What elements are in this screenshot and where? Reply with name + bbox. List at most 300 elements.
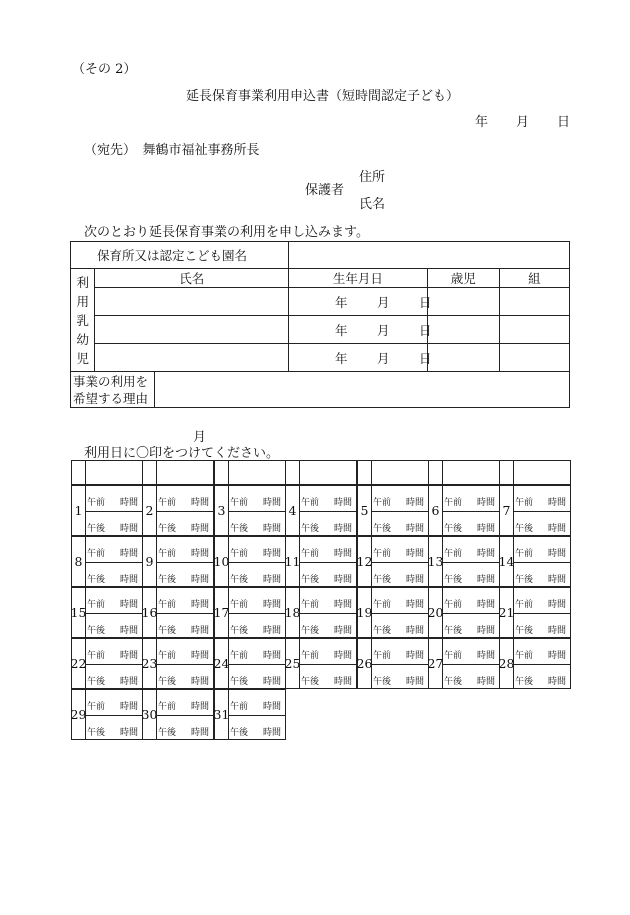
calendar-header-day-cell[interactable] bbox=[357, 460, 372, 485]
pm-label: 午後 bbox=[301, 575, 320, 585]
birth-month-label: 月 bbox=[377, 322, 390, 338]
calendar-day-number: 2 bbox=[142, 485, 156, 536]
calendar-day-number: 13 bbox=[428, 536, 442, 587]
addressee: （宛先） 舞鶴市福祉事務所長 bbox=[84, 143, 260, 158]
date-day-label: 日 bbox=[557, 115, 571, 130]
calendar-header-cell[interactable] bbox=[442, 460, 500, 485]
form-title: 延長保育事業利用申込書（短時間認定子ども） bbox=[186, 89, 460, 104]
calendar-time-box[interactable] bbox=[442, 638, 500, 689]
pm-label: 午後 bbox=[373, 677, 392, 687]
am-hours-label: 時間 bbox=[548, 549, 567, 559]
calendar-day-cell[interactable] bbox=[357, 638, 429, 689]
pm-label: 午後 bbox=[515, 626, 534, 636]
am-label: 午前 bbox=[515, 651, 534, 661]
pm-hours-label: 時間 bbox=[263, 575, 282, 585]
calendar-time-box[interactable] bbox=[371, 638, 429, 689]
am-hours-label: 時間 bbox=[263, 651, 282, 661]
reason-label-line2: 希望する理由 bbox=[73, 390, 149, 406]
intro-text: 次のとおり延長保育事業の利用を申し込みます。 bbox=[84, 225, 369, 240]
side-char: 幼 bbox=[76, 331, 89, 347]
calendar-day-number: 25 bbox=[285, 638, 299, 689]
calendar-day-number: 18 bbox=[285, 587, 299, 638]
am-label: 午前 bbox=[230, 498, 249, 508]
birth-month-label: 月 bbox=[377, 350, 390, 366]
pm-label: 午後 bbox=[444, 575, 463, 585]
pm-label: 午後 bbox=[230, 524, 249, 534]
pm-hours-label: 時間 bbox=[406, 524, 425, 534]
calendar-time-box[interactable] bbox=[228, 485, 286, 536]
calendar-time-box[interactable] bbox=[85, 587, 143, 638]
calendar-day-cell[interactable] bbox=[71, 587, 143, 638]
pm-hours-label: 時間 bbox=[191, 677, 210, 687]
birth-year-label: 年 bbox=[335, 294, 348, 310]
pm-label: 午後 bbox=[87, 575, 106, 585]
am-label: 午前 bbox=[373, 651, 392, 661]
pm-hours-label: 時間 bbox=[120, 626, 139, 636]
col-header-class: 組 bbox=[499, 269, 569, 288]
calendar-time-box[interactable] bbox=[156, 485, 214, 536]
am-hours-label: 時間 bbox=[263, 702, 282, 712]
am-label: 午前 bbox=[230, 702, 249, 712]
calendar-day-number: 19 bbox=[357, 587, 371, 638]
calendar-header-day-cell[interactable] bbox=[428, 460, 443, 485]
am-hours-label: 時間 bbox=[191, 651, 210, 661]
am-pm-divider bbox=[300, 562, 356, 563]
calendar-header-day-cell[interactable] bbox=[214, 460, 229, 485]
am-pm-divider bbox=[372, 613, 428, 614]
am-pm-divider bbox=[157, 511, 213, 512]
am-label: 午前 bbox=[515, 549, 534, 559]
calendar-time-box[interactable] bbox=[299, 485, 357, 536]
calendar-time-box[interactable] bbox=[85, 536, 143, 587]
pm-label: 午後 bbox=[158, 677, 177, 687]
calendar-day-cell[interactable] bbox=[285, 638, 357, 689]
child-class-field[interactable] bbox=[499, 316, 569, 344]
pm-label: 午後 bbox=[87, 728, 106, 738]
am-hours-label: 時間 bbox=[406, 498, 425, 508]
pm-hours-label: 時間 bbox=[191, 626, 210, 636]
calendar-day-number: 27 bbox=[428, 638, 442, 689]
am-hours-label: 時間 bbox=[334, 651, 353, 661]
calendar-day-cell[interactable] bbox=[214, 536, 286, 587]
calendar-day-cell[interactable] bbox=[357, 536, 429, 587]
am-label: 午前 bbox=[373, 498, 392, 508]
pm-hours-label: 時間 bbox=[263, 626, 282, 636]
child-row bbox=[71, 344, 570, 372]
birth-year-label: 年 bbox=[335, 322, 348, 338]
am-hours-label: 時間 bbox=[406, 549, 425, 559]
am-hours-label: 時間 bbox=[477, 498, 496, 508]
calendar-day-cell[interactable] bbox=[428, 638, 500, 689]
am-hours-label: 時間 bbox=[548, 498, 567, 508]
calendar-time-box[interactable] bbox=[228, 587, 286, 638]
am-label: 午前 bbox=[301, 498, 320, 508]
calendar-time-box[interactable] bbox=[371, 485, 429, 536]
am-label: 午前 bbox=[373, 600, 392, 610]
birth-day-label: 日 bbox=[419, 350, 432, 366]
am-label: 午前 bbox=[301, 600, 320, 610]
reason-field[interactable] bbox=[154, 372, 569, 408]
am-hours-label: 時間 bbox=[406, 651, 425, 661]
pm-hours-label: 時間 bbox=[120, 575, 139, 585]
calendar-day-cell[interactable] bbox=[428, 587, 500, 638]
calendar-day-cell[interactable] bbox=[142, 485, 214, 536]
am-label: 午前 bbox=[301, 651, 320, 661]
am-label: 午前 bbox=[230, 549, 249, 559]
calendar-day-cell[interactable] bbox=[499, 638, 571, 689]
name-label: 氏名 bbox=[359, 197, 386, 212]
am-hours-label: 時間 bbox=[548, 651, 567, 661]
am-pm-divider bbox=[372, 562, 428, 563]
pm-label: 午後 bbox=[515, 524, 534, 534]
am-pm-divider bbox=[157, 613, 213, 614]
am-hours-label: 時間 bbox=[191, 549, 210, 559]
am-hours-label: 時間 bbox=[263, 600, 282, 610]
calendar-day-cell[interactable] bbox=[499, 536, 571, 587]
children-side-label bbox=[71, 269, 95, 372]
am-hours-label: 時間 bbox=[477, 651, 496, 661]
am-hours-label: 時間 bbox=[477, 600, 496, 610]
calendar-day-cell[interactable] bbox=[142, 587, 214, 638]
am-pm-divider bbox=[514, 562, 570, 563]
calendar-day-cell[interactable] bbox=[71, 638, 143, 689]
calendar-day-cell[interactable] bbox=[428, 536, 500, 587]
child-age-field[interactable] bbox=[427, 288, 499, 316]
facility-name-field[interactable] bbox=[289, 242, 570, 269]
am-hours-label: 時間 bbox=[334, 498, 353, 508]
calendar-day-number: 31 bbox=[214, 689, 228, 740]
calendar-day-number: 20 bbox=[428, 587, 442, 638]
am-pm-divider bbox=[372, 511, 428, 512]
side-char: 利 bbox=[76, 274, 89, 290]
birth-year-label: 年 bbox=[335, 350, 348, 366]
pm-hours-label: 時間 bbox=[120, 728, 139, 738]
reason-label-line1: 事業の利用を bbox=[73, 373, 149, 389]
pm-label: 午後 bbox=[444, 677, 463, 687]
child-birthdate-field[interactable] bbox=[289, 344, 432, 372]
calendar-day-number: 24 bbox=[214, 638, 228, 689]
calendar-day-number: 30 bbox=[142, 689, 156, 740]
am-pm-divider bbox=[443, 664, 499, 665]
calendar-day-number: 10 bbox=[214, 536, 228, 587]
calendar-instruction: 利用日に〇印をつけてください。 bbox=[84, 446, 280, 461]
am-pm-divider bbox=[300, 613, 356, 614]
pm-hours-label: 時間 bbox=[548, 524, 567, 534]
calendar-header-cell[interactable] bbox=[228, 460, 286, 485]
calendar-header-day-cell[interactable] bbox=[142, 460, 157, 485]
calendar-time-box[interactable] bbox=[442, 536, 500, 587]
am-pm-divider bbox=[443, 613, 499, 614]
am-pm-divider bbox=[229, 664, 285, 665]
calendar-day-cell[interactable] bbox=[357, 485, 429, 536]
pm-label: 午後 bbox=[230, 677, 249, 687]
child-row bbox=[71, 316, 570, 344]
am-pm-divider bbox=[514, 511, 570, 512]
calendar-time-box[interactable] bbox=[299, 587, 357, 638]
am-label: 午前 bbox=[87, 600, 106, 610]
pm-hours-label: 時間 bbox=[120, 524, 139, 534]
pm-label: 午後 bbox=[158, 728, 177, 738]
calendar-day-cell[interactable] bbox=[71, 536, 143, 587]
am-label: 午前 bbox=[158, 600, 177, 610]
calendar-day-cell[interactable] bbox=[142, 536, 214, 587]
calendar-day-cell[interactable] bbox=[285, 587, 357, 638]
calendar-time-box[interactable] bbox=[228, 536, 286, 587]
calendar-day-cell[interactable] bbox=[499, 587, 571, 638]
pm-hours-label: 時間 bbox=[334, 626, 353, 636]
pm-hours-label: 時間 bbox=[191, 524, 210, 534]
am-hours-label: 時間 bbox=[191, 600, 210, 610]
calendar-day-cell[interactable] bbox=[499, 485, 571, 536]
am-label: 午前 bbox=[87, 651, 106, 661]
calendar-time-box[interactable] bbox=[299, 536, 357, 587]
am-hours-label: 時間 bbox=[477, 549, 496, 559]
calendar-day-number: 12 bbox=[357, 536, 371, 587]
pm-label: 午後 bbox=[373, 524, 392, 534]
calendar-header-day-cell[interactable] bbox=[285, 460, 300, 485]
calendar-day-cell[interactable] bbox=[214, 638, 286, 689]
am-pm-divider bbox=[157, 715, 213, 716]
am-label: 午前 bbox=[301, 549, 320, 559]
calendar-time-box[interactable] bbox=[513, 587, 571, 638]
pm-hours-label: 時間 bbox=[477, 626, 496, 636]
calendar-day-cell[interactable] bbox=[285, 536, 357, 587]
am-label: 午前 bbox=[444, 651, 463, 661]
calendar-day-cell[interactable] bbox=[214, 587, 286, 638]
calendar-time-box[interactable] bbox=[85, 689, 143, 740]
am-label: 午前 bbox=[444, 600, 463, 610]
am-pm-divider bbox=[514, 664, 570, 665]
calendar-time-box[interactable] bbox=[85, 638, 143, 689]
calendar-day-cell[interactable] bbox=[214, 485, 286, 536]
calendar-header-day-cell[interactable] bbox=[499, 460, 514, 485]
side-char: 児 bbox=[76, 350, 89, 366]
child-birthdate-field[interactable] bbox=[289, 316, 432, 344]
am-label: 午前 bbox=[87, 498, 106, 508]
calendar-header-cell[interactable] bbox=[513, 460, 571, 485]
am-pm-divider bbox=[514, 613, 570, 614]
calendar-day-number: 7 bbox=[499, 485, 513, 536]
am-hours-label: 時間 bbox=[263, 498, 282, 508]
calendar-day-cell[interactable] bbox=[142, 638, 214, 689]
calendar-time-box[interactable] bbox=[156, 587, 214, 638]
am-label: 午前 bbox=[230, 600, 249, 610]
pm-hours-label: 時間 bbox=[406, 626, 425, 636]
calendar-header-cell[interactable] bbox=[299, 460, 357, 485]
calendar-day-cell[interactable] bbox=[71, 485, 143, 536]
calendar-time-box[interactable] bbox=[371, 587, 429, 638]
am-label: 午前 bbox=[515, 498, 534, 508]
pm-label: 午後 bbox=[444, 626, 463, 636]
pm-hours-label: 時間 bbox=[334, 524, 353, 534]
col-header-name: 氏名 bbox=[95, 269, 289, 288]
side-char: 乳 bbox=[76, 312, 89, 328]
pm-label: 午後 bbox=[373, 626, 392, 636]
am-pm-divider bbox=[157, 664, 213, 665]
date-month-label: 月 bbox=[516, 115, 530, 130]
calendar-time-box[interactable] bbox=[156, 638, 214, 689]
side-char: 用 bbox=[76, 293, 89, 309]
pm-label: 午後 bbox=[301, 626, 320, 636]
pm-label: 午後 bbox=[87, 524, 106, 534]
calendar-day-number: 22 bbox=[71, 638, 85, 689]
pm-label: 午後 bbox=[373, 575, 392, 585]
am-label: 午前 bbox=[158, 549, 177, 559]
calendar-time-box[interactable] bbox=[371, 536, 429, 587]
child-name-field[interactable] bbox=[95, 344, 289, 372]
am-pm-divider bbox=[229, 562, 285, 563]
am-hours-label: 時間 bbox=[191, 702, 210, 712]
calendar-day-cell[interactable] bbox=[357, 587, 429, 638]
am-pm-divider bbox=[443, 562, 499, 563]
am-pm-divider bbox=[86, 562, 142, 563]
calendar-day-number: 26 bbox=[357, 638, 371, 689]
calendar-time-box[interactable] bbox=[513, 536, 571, 587]
calendar-day-cell[interactable] bbox=[285, 485, 357, 536]
am-label: 午前 bbox=[444, 549, 463, 559]
pm-hours-label: 時間 bbox=[477, 524, 496, 534]
calendar-day-number: 8 bbox=[71, 536, 85, 587]
am-label: 午前 bbox=[158, 498, 177, 508]
child-class-field[interactable] bbox=[499, 344, 569, 372]
col-header-birthdate: 生年月日 bbox=[289, 269, 428, 288]
am-pm-divider bbox=[443, 511, 499, 512]
am-hours-label: 時間 bbox=[120, 651, 139, 661]
am-hours-label: 時間 bbox=[120, 702, 139, 712]
calendar-time-box[interactable] bbox=[299, 638, 357, 689]
child-class-field[interactable] bbox=[499, 288, 569, 316]
am-label: 午前 bbox=[373, 549, 392, 559]
pm-hours-label: 時間 bbox=[191, 728, 210, 738]
guardian-label: 保護者 bbox=[305, 183, 345, 198]
reason-label bbox=[71, 372, 155, 408]
calendar-day-cell[interactable] bbox=[142, 689, 214, 740]
pm-hours-label: 時間 bbox=[263, 677, 282, 687]
calendar-day-number: 28 bbox=[499, 638, 513, 689]
calendar-day-number: 15 bbox=[71, 587, 85, 638]
pm-label: 午後 bbox=[515, 677, 534, 687]
am-label: 午前 bbox=[515, 600, 534, 610]
am-pm-divider bbox=[229, 715, 285, 716]
calendar-day-number: 9 bbox=[142, 536, 156, 587]
calendar-time-box[interactable] bbox=[442, 485, 500, 536]
calendar-day-cell[interactable] bbox=[428, 485, 500, 536]
am-label: 午前 bbox=[87, 702, 106, 712]
pm-label: 午後 bbox=[87, 626, 106, 636]
pm-hours-label: 時間 bbox=[477, 575, 496, 585]
pm-label: 午後 bbox=[230, 728, 249, 738]
calendar-day-number: 23 bbox=[142, 638, 156, 689]
am-pm-divider bbox=[86, 511, 142, 512]
pm-label: 午後 bbox=[158, 575, 177, 585]
address-label: 住所 bbox=[359, 170, 386, 185]
am-pm-divider bbox=[86, 664, 142, 665]
calendar-header-cell[interactable] bbox=[156, 460, 214, 485]
calendar-day-cell[interactable] bbox=[214, 689, 286, 740]
am-hours-label: 時間 bbox=[120, 600, 139, 610]
am-pm-divider bbox=[300, 664, 356, 665]
child-name-field[interactable] bbox=[95, 288, 289, 316]
calendar-day-number: 6 bbox=[428, 485, 442, 536]
pm-label: 午後 bbox=[444, 524, 463, 534]
date-year-label: 年 bbox=[475, 115, 489, 130]
am-hours-label: 時間 bbox=[548, 600, 567, 610]
calendar-time-box[interactable] bbox=[513, 638, 571, 689]
calendar-day-number: 16 bbox=[142, 587, 156, 638]
calendar-time-box[interactable] bbox=[156, 536, 214, 587]
pm-label: 午後 bbox=[230, 575, 249, 585]
pm-label: 午後 bbox=[87, 677, 106, 687]
child-birthdate-field[interactable] bbox=[289, 288, 432, 316]
am-pm-divider bbox=[157, 562, 213, 563]
calendar-time-box[interactable] bbox=[513, 485, 571, 536]
birth-month-label: 月 bbox=[377, 294, 390, 310]
pm-label: 午後 bbox=[230, 626, 249, 636]
pm-label: 午後 bbox=[158, 626, 177, 636]
child-age-field[interactable] bbox=[427, 344, 499, 372]
am-hours-label: 時間 bbox=[406, 600, 425, 610]
calendar-time-box[interactable] bbox=[228, 638, 286, 689]
birth-day-label: 日 bbox=[419, 322, 432, 338]
pm-hours-label: 時間 bbox=[334, 575, 353, 585]
child-age-field[interactable] bbox=[427, 316, 499, 344]
am-hours-label: 時間 bbox=[120, 498, 139, 508]
calendar-day-number: 5 bbox=[357, 485, 371, 536]
pm-hours-label: 時間 bbox=[548, 575, 567, 585]
am-label: 午前 bbox=[158, 702, 177, 712]
child-name-field[interactable] bbox=[95, 316, 289, 344]
pm-label: 午後 bbox=[515, 575, 534, 585]
pm-hours-label: 時間 bbox=[191, 575, 210, 585]
calendar-day-number: 29 bbox=[71, 689, 85, 740]
calendar-month-label: 月 bbox=[193, 430, 207, 445]
pm-hours-label: 時間 bbox=[548, 677, 567, 687]
pm-hours-label: 時間 bbox=[406, 575, 425, 585]
calendar-day-number: 4 bbox=[285, 485, 299, 536]
am-pm-divider bbox=[229, 511, 285, 512]
am-pm-divider bbox=[229, 613, 285, 614]
am-pm-divider bbox=[86, 715, 142, 716]
calendar-day-number: 3 bbox=[214, 485, 228, 536]
calendar-time-box[interactable] bbox=[156, 689, 214, 740]
am-label: 午前 bbox=[158, 651, 177, 661]
calendar-day-number: 14 bbox=[499, 536, 513, 587]
calendar-day-number: 21 bbox=[499, 587, 513, 638]
calendar-time-box[interactable] bbox=[442, 587, 500, 638]
am-hours-label: 時間 bbox=[263, 549, 282, 559]
pm-hours-label: 時間 bbox=[334, 677, 353, 687]
child-row bbox=[71, 288, 570, 316]
calendar-header-cell[interactable] bbox=[371, 460, 429, 485]
form-number: （その 2） bbox=[72, 62, 137, 77]
calendar-time-box[interactable] bbox=[228, 689, 286, 740]
am-pm-divider bbox=[300, 511, 356, 512]
pm-hours-label: 時間 bbox=[406, 677, 425, 687]
pm-hours-label: 時間 bbox=[477, 677, 496, 687]
am-label: 午前 bbox=[444, 498, 463, 508]
am-hours-label: 時間 bbox=[334, 549, 353, 559]
calendar-header-cell[interactable] bbox=[85, 460, 143, 485]
am-pm-divider bbox=[86, 613, 142, 614]
pm-label: 午後 bbox=[301, 677, 320, 687]
facility-name-label: 保育所又は認定こども園名 bbox=[71, 242, 289, 269]
calendar-day-cell[interactable] bbox=[71, 689, 143, 740]
calendar-header-day-cell[interactable] bbox=[71, 460, 86, 485]
calendar-time-box[interactable] bbox=[85, 485, 143, 536]
pm-hours-label: 時間 bbox=[263, 728, 282, 738]
am-hours-label: 時間 bbox=[120, 549, 139, 559]
am-pm-divider bbox=[372, 664, 428, 665]
